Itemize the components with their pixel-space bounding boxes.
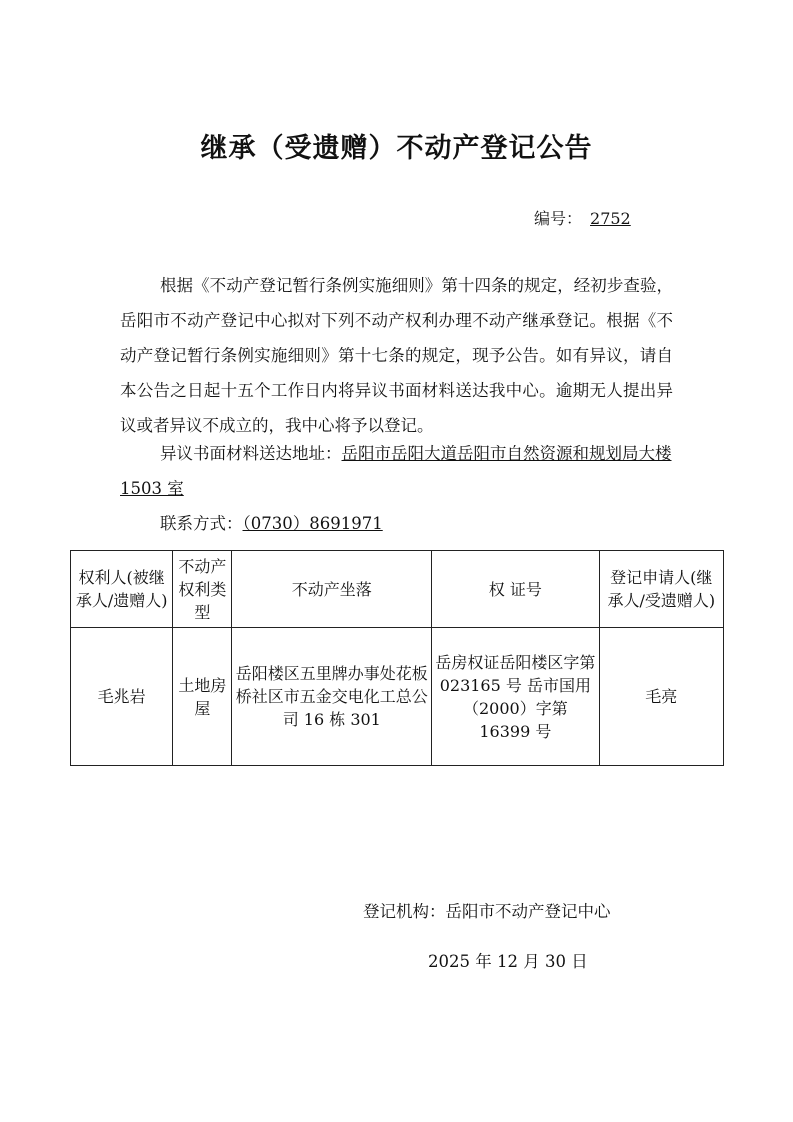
contact-info [120,506,673,541]
notice-paragraph: 根据《不动产登记暂行条例实施细则》第十四条的规定，经初步查验，岳阳市不动产登记中心拟对下列不动产权利办理不动产继承登记。根据《不动产登记暂行条例实施细则》第十七条的规定，现予公告。如有异议，请自本公告之日起十五个工作日内将异议书面材料送达我中心。逾期无人提出异议或者异议不成立的，我中心将予以登记。 [120,276,673,435]
table-header-row [71,551,724,628]
header-certificate: 权 证号 [432,551,600,628]
header-rights-holder: 权利人(被继承人/遗赠人) [71,551,173,628]
header-right-type: 不动产权利类型 [173,551,232,628]
cell-right-type: 土地房屋 [173,628,232,766]
serial-value: 2752 [590,209,631,228]
contact-label: 联系方式： [160,514,243,533]
header-applicant: 登记申请人(继承人/受遗赠人) [599,551,723,628]
cell-certificate: 岳房权证岳阳楼区字第 023165 号 岳市国用（2000）字第 16399 号 [432,628,600,766]
cell-rights-holder: 毛兆岩 [71,628,173,766]
serial-label: 编号： [534,209,583,228]
serial-number [534,206,631,229]
cell-location: 岳阳楼区五里牌办事处花板桥社区市五金交电化工总公司 16 栋 301 [232,628,432,766]
address-label: 异议书面材料送达地址： [160,444,342,463]
cell-applicant: 毛亮 [599,628,723,766]
notice-date: 2025 年 12 月 30 日 [428,952,588,971]
contact-value: （0730）8691971 [242,514,383,533]
table-row [71,628,724,766]
registration-agency: 登记机构：岳阳市不动产登记中心 [363,902,611,921]
page-title: 继承（受遗赠）不动产登记公告 [200,133,593,164]
address-value: 岳阳市岳阳大道岳阳市自然资源和规划局大楼 1503 室 [120,444,672,498]
registration-table [70,550,724,766]
objection-address [120,436,673,506]
header-location: 不动产坐落 [232,551,432,628]
